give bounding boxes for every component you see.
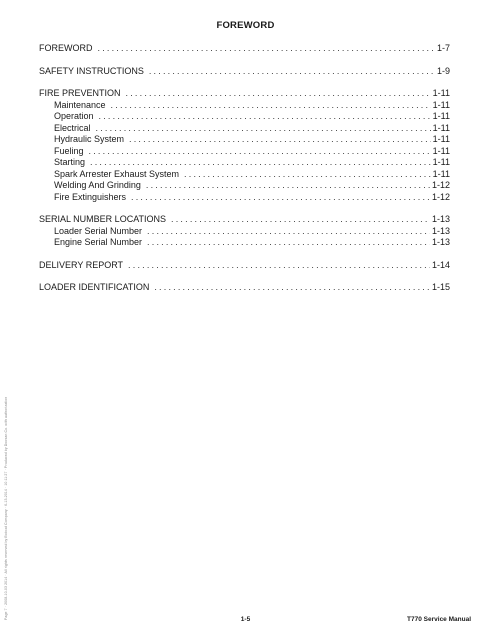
toc-entry-page: 1-13 bbox=[431, 214, 450, 224]
toc-subentry-page: 1-11 bbox=[432, 99, 450, 110]
table-of-contents bbox=[39, 43, 450, 294]
toc-subentry-fueling[interactable] bbox=[39, 146, 450, 158]
toc-subentry-label: Hydraulic System bbox=[54, 134, 125, 144]
section-gap bbox=[39, 249, 450, 260]
toc-entry-page: 1-14 bbox=[431, 259, 450, 270]
toc-subentry-page: 1-11 bbox=[432, 157, 450, 167]
dot-leader bbox=[129, 134, 431, 146]
section-gap bbox=[39, 77, 450, 88]
toc-subentry-label: Fire Extinguishers bbox=[54, 191, 127, 202]
toc-subentry-page: 1-12 bbox=[431, 191, 450, 202]
dot-leader bbox=[149, 66, 435, 78]
toc-entry-label: SAFETY INSTRUCTIONS bbox=[39, 65, 144, 76]
toc-subentry-engine-serial[interactable] bbox=[39, 237, 450, 249]
toc-subentry-label: Loader Serial Number bbox=[54, 225, 143, 236]
toc-entry-label: LOADER IDENTIFICATION bbox=[39, 282, 150, 292]
toc-subentry-page: 1-11 bbox=[432, 111, 450, 121]
toc-subentry-page: 1-11 bbox=[432, 145, 450, 156]
toc-subentry-loader-serial[interactable] bbox=[39, 226, 450, 238]
dot-leader bbox=[90, 157, 431, 169]
toc-subentry-page: 1-11 bbox=[432, 134, 450, 144]
toc-subentry-page: 1-12 bbox=[431, 180, 450, 190]
dot-leader bbox=[128, 260, 430, 272]
section-gap bbox=[39, 271, 450, 282]
toc-subentry-starting[interactable] bbox=[39, 157, 450, 169]
toc-subentry-label: Welding And Grinding bbox=[54, 180, 141, 190]
dot-leader bbox=[171, 214, 430, 226]
toc-entry-loader-identification[interactable] bbox=[39, 282, 450, 294]
footer-manual-title: T770 Service Manual bbox=[407, 616, 471, 623]
toc-entry-page: 1-15 bbox=[431, 282, 450, 292]
dot-leader bbox=[131, 192, 430, 204]
dot-leader bbox=[184, 169, 431, 181]
toc-entry-safety-instructions[interactable] bbox=[39, 66, 450, 78]
toc-subentry-page: 1-11 bbox=[432, 122, 450, 133]
toc-entry-delivery-report[interactable] bbox=[39, 260, 450, 272]
toc-subentry-page: 1-13 bbox=[431, 225, 450, 236]
toc-subentry-label: Spark Arrester Exhaust System bbox=[54, 168, 180, 179]
toc-subentry-page: 1-13 bbox=[431, 237, 450, 247]
toc-entry-page: 1-9 bbox=[436, 65, 450, 76]
toc-entry-page: 1-11 bbox=[432, 88, 450, 98]
dot-leader bbox=[111, 100, 431, 112]
dot-leader bbox=[98, 43, 435, 55]
toc-subentry-label: Starting bbox=[54, 157, 86, 167]
dot-leader bbox=[146, 180, 430, 192]
dot-leader bbox=[147, 226, 430, 238]
dot-leader bbox=[96, 123, 431, 135]
toc-subentry-label: Engine Serial Number bbox=[54, 237, 143, 247]
toc-entry-label: DELIVERY REPORT bbox=[39, 259, 124, 270]
toc-subentry-hydraulic-system[interactable] bbox=[39, 134, 450, 146]
toc-subentry-label: Electrical bbox=[54, 122, 91, 133]
dot-leader bbox=[147, 237, 430, 249]
toc-subentry-label: Fueling bbox=[54, 145, 84, 156]
section-gap bbox=[39, 203, 450, 214]
dot-leader bbox=[99, 111, 431, 123]
toc-entry-foreword[interactable] bbox=[39, 43, 450, 55]
side-watermark-note: Page 7 · 2008-10-03 2014 · All rights reserved by Bobcat Company · 6-13-2014 · 10:11:27 · Produced by Doosan Co. with authorization bbox=[4, 396, 8, 620]
toc-entry-label: SERIAL NUMBER LOCATIONS bbox=[39, 214, 167, 224]
footer-page-number: 1-5 bbox=[240, 616, 251, 623]
toc-entry-label: FIRE PREVENTION bbox=[39, 88, 121, 98]
toc-subentry-label: Operation bbox=[54, 111, 94, 121]
dot-leader bbox=[89, 146, 431, 158]
page-title: FOREWORD bbox=[216, 20, 275, 31]
toc-subentry-spark-arrester[interactable] bbox=[39, 169, 450, 181]
toc-subentry-electrical[interactable] bbox=[39, 123, 450, 135]
toc-subentry-maintenance[interactable] bbox=[39, 100, 450, 112]
section-gap bbox=[39, 55, 450, 66]
toc-subentry-page: 1-11 bbox=[432, 168, 450, 179]
toc-subentry-fire-extinguishers[interactable] bbox=[39, 192, 450, 204]
dot-leader bbox=[126, 88, 431, 100]
toc-entry-label: FOREWORD bbox=[39, 43, 93, 53]
toc-subentry-operation[interactable] bbox=[39, 111, 450, 123]
toc-subentry-welding-grinding[interactable] bbox=[39, 180, 450, 192]
dot-leader bbox=[154, 282, 430, 294]
toc-entry-serial-number-locations[interactable] bbox=[39, 214, 450, 226]
toc-subentry-label: Maintenance bbox=[54, 99, 106, 110]
toc-entry-page: 1-7 bbox=[436, 43, 450, 53]
toc-entry-fire-prevention[interactable] bbox=[39, 88, 450, 100]
